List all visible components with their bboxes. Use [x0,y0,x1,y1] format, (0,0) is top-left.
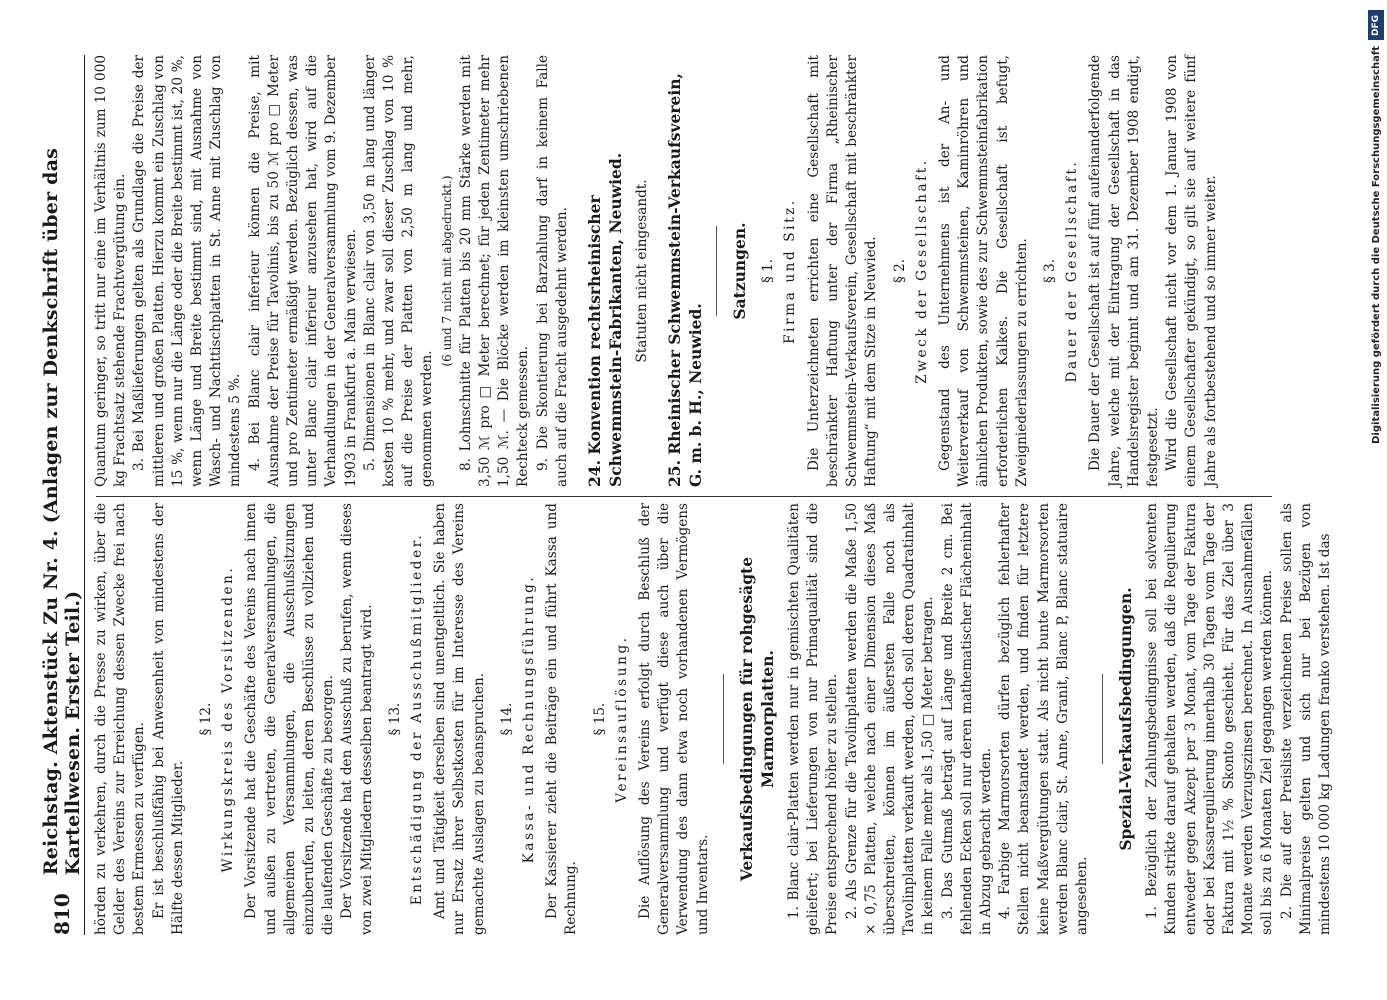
paragraph: 5. Dimensionen in Blanc clair von 3,50 m lang und länger kosten 10 % mehr, und zwar soll dieser Zuschlag von 10 % auf die Preise der Platten von 2,50 m lang und mehr, genommen werden. [361,55,436,487]
section-title: Firma und Sitz. [782,198,799,344]
credit-text: Digitalisierung gefördert durch die Deutsche Forschungsgemeinschaft [1370,46,1382,444]
paragraph: Die Auflösung des Vereins erfolgt durch Beschluß der Generalversammlung und verfügt diese auch über die Verwendung des dann etwa noch vorhandenen Vermögens und Inventars. [637,503,711,935]
paragraph: 8. Lohnschnitte für Platten bis 20 mm Stärke werden mit 3,50 ℳ pro □ Meter berechnet; für jeden Zentimeter mehr 1,50 ℳ. — Die Blöcke werden im kleinsten umschriebenen Rechteck gemessen. [457,55,532,487]
divider [716,226,717,316]
paragraph: 4. Farbige Marmorsorten dürfen bezüglich fehlerhafter Stellen nicht beanstandet werden, und finden für letztere keine Maßvergütungen statt. Als nicht bunte Marmorsorten werden Blanc clair, St. Anne, Granit, Blanc P, Blanc statuaire angesehen. [997,503,1090,935]
section-title: Dauer der Gesellschaft. [1064,159,1081,383]
paragraph: Der Vorsitzende hat den Ausschuß zu berufen, wenn dieses von zwei Mitgliedern desselben beantragt wird. [339,503,375,935]
statutes-note: Statuten nicht eingesandt. [634,179,651,363]
paragraph: 1. Blanc clair-Platten werden nur in gemischten Qualitäten geliefert; bei Lieferungen von nur Primaqualität sind die Preise entsprechend höher zu stellen. [785,503,841,935]
paragraph: Amt und Tätigkeit derselben sind unentgeltlich. Sie haben nur Ersatz ihrer Selbstkosten für im Interesse des Vereins gemachte Auslagen zu beanspruchen. [432,503,487,935]
paragraph: Die Dauer der Gesellschaft ist auf fünf aufeinanderfolgende Jahre, welche mit der Eintragung der Gesellschaft in das Handelsregister beginnt und am 31. Dezember 1908 endigt, festgesetzt. [1087,55,1161,487]
section-heading: Spezial-Verkaufsbedingungen. [1116,587,1136,851]
running-title: Reichstag. Aktenstück Zu Nr. 4. (Anlagen zur Denkschrift über das Kartellwesen. Erster Teil.) [40,148,84,876]
page-number: 810 [50,893,74,935]
divider [723,674,724,764]
section-title: Entschädigung der Ausschußmitglieder. [409,532,426,906]
section-heading-24: 24. Konvention rechtsrheinischer Schwemmstein-Fabrikanten, Neuwied. [585,152,626,487]
section-heading: Verkaufsbedingungen für rohgesägte Marmorplatten. [736,556,777,882]
section-title: Kassa- und Rechnungsführung. [521,574,538,864]
dfg-logo: DFG [1368,10,1384,40]
section-title: Vereinsauflösung. [613,635,630,803]
paragraph: hörden zu verkehren, durch die Presse zu wirken, über die Gelder des Vereins zur Erreichung dessen Zwecke frei nach bestem Ermessen zu verfügen. [93,503,148,935]
section-number: § 1. [760,258,777,284]
statutes-heading: Satzungen. [730,222,750,320]
section-title: Wirkungskreis des Vorsitzenden. [220,565,237,873]
column-rule [96,496,1272,497]
paragraph: 1. Bezüglich der Zahlungsbedingnisse soll bei solventen Kunden strikte darauf gehalten werden, daß die Regulierung entweder gegen Akzept per 3 Monat, vom Tage der Faktura oder bei Kassaregulierung innerhalb 30 Tagen vom Tage der Faktura mit 1½ % Skonto geschieht. Für das Ziel über 3 Monate werden Verzugszinsen berechnet. In Ausnahmefällen soll bis zu 6 Monaten Ziel gegangen werden können. [1144,503,1276,935]
digitization-credit [1365,10,1387,990]
paragraph: 9. Die Skontierung bei Barzahlung darf in keinem Falle auch auf die Fracht ausgedehnt werden. [534,55,570,487]
section-number: § 14. [498,702,515,736]
paragraph: Der Kassierer zieht die Beiträge ein und führt Kassa und Rechnung. [544,503,580,935]
paragraph: 3. Das Gutmaß beträgt auf Länge und Breite 2 cm. Bei fehlenden Ecken soll nur deren mathematischer Flächeninhalt in Abzug gebracht werden. [939,503,994,935]
paragraph: Der Vorsitzende hat die Geschäfte des Vereins nach innen und außen zu vertreten, die Generalversammlungen, die allgemeinen Versammlungen, die Ausschußsitzungen einzuberufen, zu leiten, deren Beschlüsse zu vollziehen und die laufenden Geschäfte zu besorgen. [243,503,337,935]
paragraph: 2. Die auf der Preisliste verzeichneten Preise sollen als Minimalpreise gelten und sich nur bei Bezügen von mindestens 10 000 kg Ladungen franko verstehen. Ist das [1278,503,1333,935]
divider [1102,674,1103,764]
paragraph: Gegenstand des Unternehmens ist der An- und Weiterverkauf von Schwemmsteinen, Kaminröhren und ähnlichen Produkten, sowie des zur Schwemmsteinfabrikation erforderlichen Kalkes. Die Gesellschaft ist befugt, Zweigniederlassungen zu errichten. [936,55,1030,487]
section-number: § 12. [198,702,215,736]
section-number: § 13. [386,702,403,736]
section-heading-25: 25. Rheinischer Schwemmstein-Verkaufsverein, G. m. b. H., Neuwied. [665,73,706,487]
paragraph: Wird die Gesellschaft nicht vor dem 1. Januar 1908 von einem Gesellschafter gekündigt, so gilt sie auf weitere fünf Jahre als fortbestehend und so immer weiter. [1164,55,1219,487]
paragraph: Er ist beschlußfähig bei Anwesenheit von mindestens der Hälfte dessen Mitglieder. [150,503,186,935]
paragraph: Die Unterzeichneten errichten eine Gesellschaft mit beschränkter Haftung unter der Firma „Rheinischer Schwemmstein-Verkaufsverein, Gesellschaft mit beschränkter Haftung“ mit dem Sitze in Neuwied. [805,55,880,487]
paragraph: 4. Bei Blanc clair inferieur können die Preise, mit Ausnahme der Preise für Tavolinis, bis zu 50 ℳ pro □ Meter und pro Zentimeter ermäßigt werden. Bezüglich dessen, was unter Blanc clair inferieur anzusehen hat, wird auf die Verhandlungen in der Generalversammlung vom 9. Dezember 1903 in Frankfurt a. Main verwiesen. [246,55,359,487]
omission-note: (6 und 7 nicht mit abgedruckt.) [439,175,454,367]
paragraph: 3. Bei Maßlieferungen gelten als Grundlage die Preise der mittleren und großen Platten. Hierzu kommt ein Zuschlag von 15 %, wenn nur die Länge oder die Breite bestimmt ist, 20 %, wenn Länge und Breite bestimmt sind, mit Ausnahme von Wasch- und Nachttischplatten in St. Anne mit Zuschlag von mindestens 5 %. [131,55,244,487]
page-header [40,55,85,935]
section-number: § 2. [891,258,908,284]
right-column [92,55,1272,487]
section-title: Zweck der Gesellschaft. [913,158,930,384]
paragraph: Quantum geringer, so tritt nur eine im Verhältnis zum 10 000 kg Frachtsatz stehende Frachtvergütung ein. [93,55,129,487]
paragraph: 2. Als Grenze für die Tavolinplatten werden die Maße 1,50 × 0,75 Platten, welche nach einer Dimension dieses Maß überschreiten, können im äußersten Falle noch als Tavolinplatten verkauft werden, doch soll deren Quadratinhalt in keinem Falle mehr als 1,50 □ Meter betragen. [843,503,937,935]
section-number: § 15. [591,702,608,736]
left-column [92,503,1333,935]
section-number: § 3. [1041,258,1058,284]
